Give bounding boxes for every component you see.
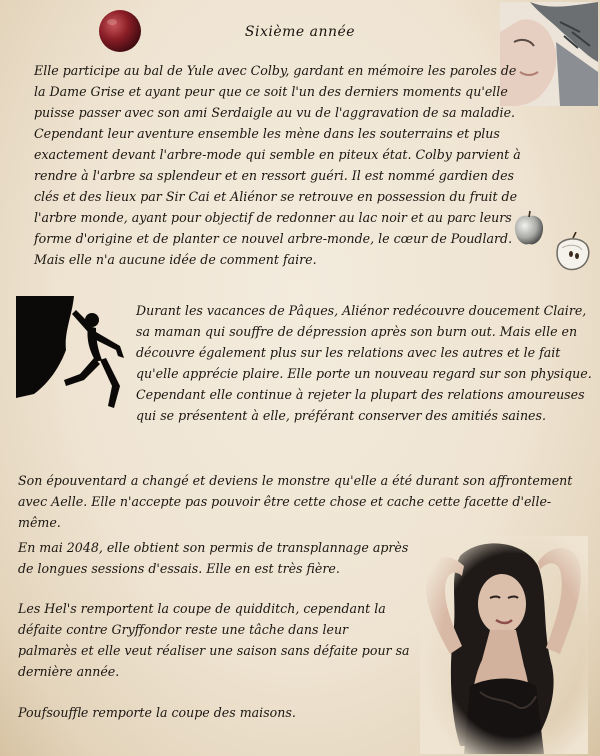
paragraph-quidditch <box>18 598 410 682</box>
paragraph-yule-ball <box>34 60 522 270</box>
paragraph-house-cup <box>18 702 398 723</box>
paragraph-boggart <box>18 470 578 533</box>
small-apple-icon <box>512 210 546 248</box>
paragraph-apparition <box>18 537 416 579</box>
paragraph-easter-holidays <box>136 300 594 426</box>
page-title: Sixième année <box>244 24 356 40</box>
paragraph-text: Durant les vacances de Pâques, Aliénor redécouvre doucement Claire, sa maman qui souffre de dépression après son burn out. Mais elle en découvre également plus sur les relations avec les autres et le fait qu'elle apprécie plaire. Elle porte un nouveau regard sur son physique. <box>136 303 592 381</box>
paragraph-text: Elle participe au bal de Yule avec Colby, gardant en mémoire les paroles de la Dame Grise et ayant peur que ce soit l'un des derniers moments qu'elle puisse passer avec son ami Serdaigle au vu de l'aggravation de sa maladie. Cependant leur aventure ensemble les mène dans les souterrains et plus exactement devant l'arbre-mode qui semble en piteux état. Colby parvient à rendre à l'arbre sa splendeur et en ressort guéri. Il est nommé gardien des clés et des lieux par Sir Cai et Aliénor se retrouve en possession du fruit de l'arbre monde, ayant pour objectif de redonner au lac noir et au parc leurs forme d'origine et de planter ce nouvel arbre-monde, le cœur de Poudlard. Mais elle n'a aucune idée de comment faire. <box>34 63 521 267</box>
woman-portrait-icon <box>420 536 588 754</box>
paragraph-text: Les Hel's remportent la coupe de quidditch, cependant la défaite contre Gryffondor reste une tâche dans leur palmarès et elle veut réaliser une saison sans défaite pour sa dernière année. <box>18 601 410 679</box>
paragraph-text: En mai 2048, elle obtient son permis de transplannage après de longues sessions d'essais. Elle en est très fière. <box>18 540 409 576</box>
paragraph-text: Son épouventard a changé et deviens le monstre qu'elle a été durant son affrontement avec Aelle. Elle n'accepte pas pouvoir être cette chose et cache cette facette d'elle-même. <box>18 473 573 530</box>
cut-apple-icon <box>552 232 592 272</box>
paragraph-text: Cependant elle continue à rejeter la plupart des relations amoureuses qui se présentent à elle, préférant conserver des amitiés saines. <box>136 387 585 423</box>
paragraph-text: Poufsouffle remporte la coupe des maisons. <box>18 705 296 720</box>
climber-silhouette-icon <box>16 296 130 430</box>
